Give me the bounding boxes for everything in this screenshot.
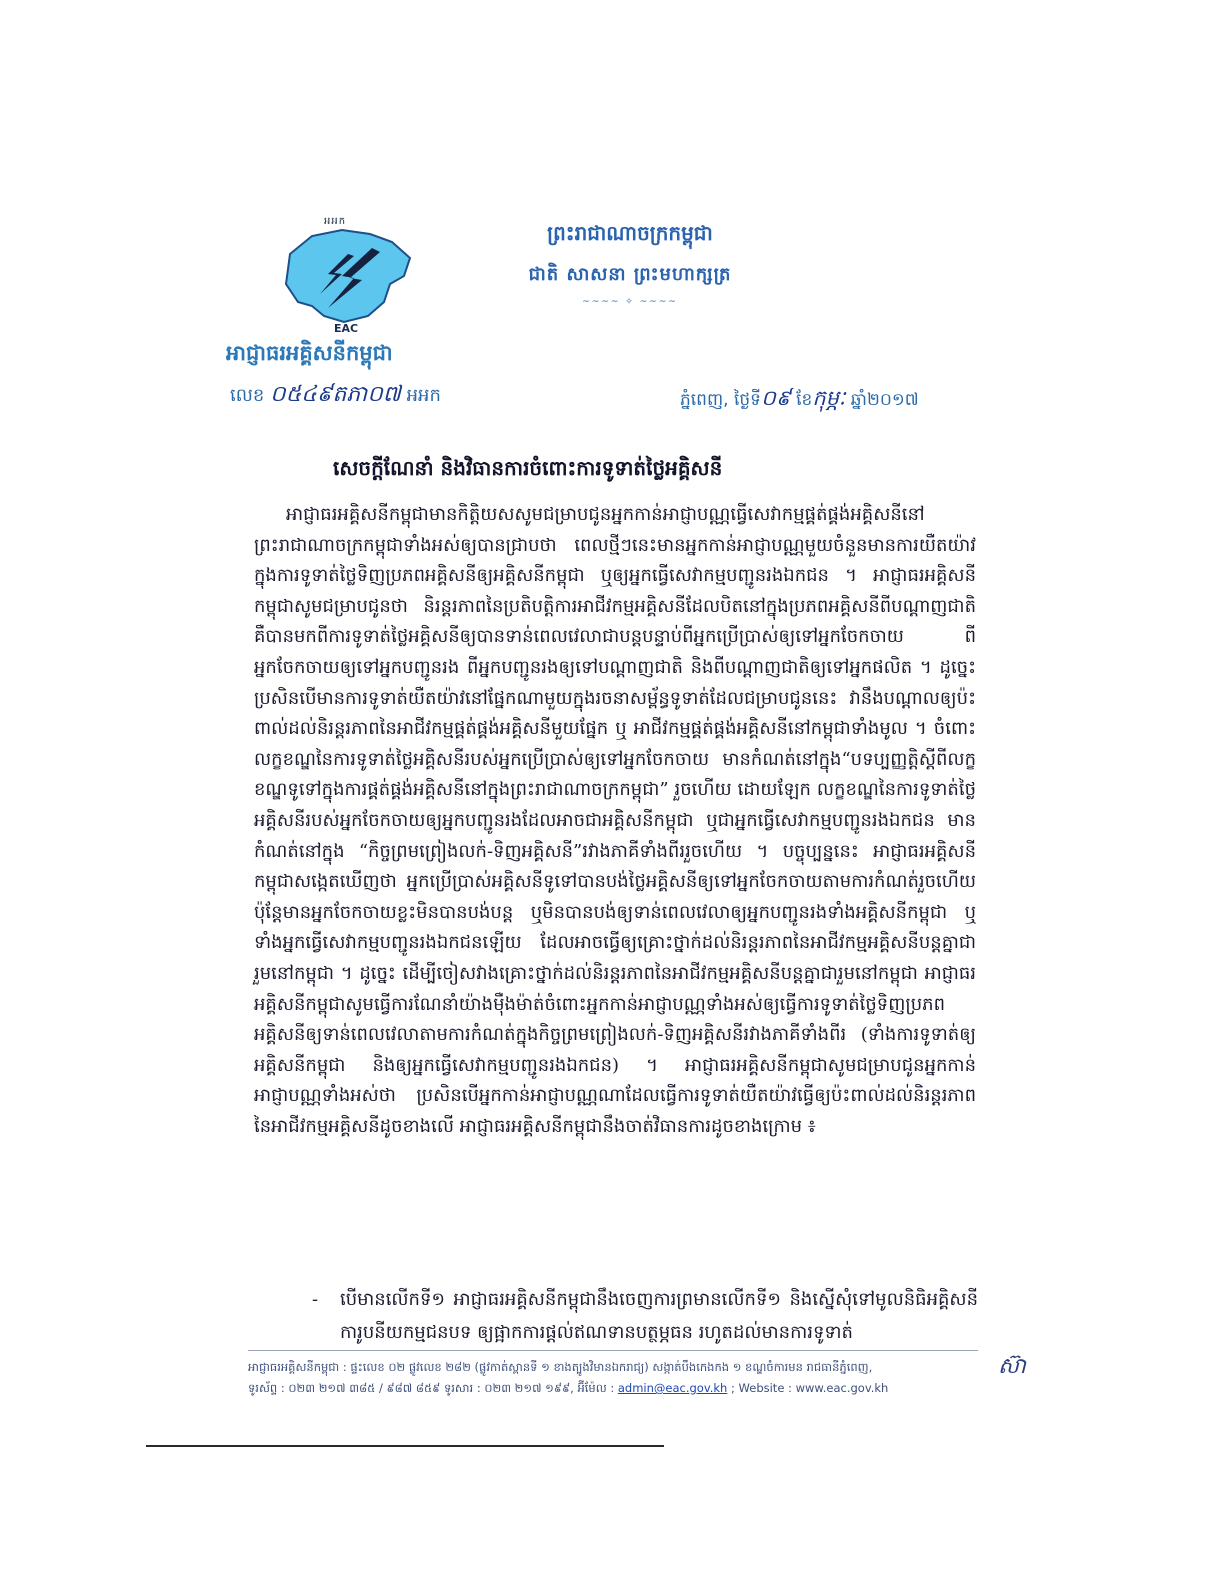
logo-caption: EAC xyxy=(334,322,359,335)
footer-contact-line xyxy=(248,1378,978,1399)
date-line xyxy=(680,385,919,416)
eac-map-lightning-icon xyxy=(272,224,422,334)
body-paragraph xyxy=(254,500,976,1142)
footer-divider xyxy=(248,1350,978,1351)
footer-address: អាជ្ញាធរអគ្គិសនីកម្ពុជា : ផ្ទះលេខ ០២ ផ្លូវលេខ ២៨២ (ផ្លូវកាត់ស្ពានទី ១ ខាងត្បូងវិមានឯករាជ្យ) សង្កាត់បឹងកេងកង ១ ខណ្ឌចំការមន រាជធានីភ្នំពេញ, xyxy=(248,1360,873,1374)
footer-contact xyxy=(248,1357,978,1399)
reference-number xyxy=(230,380,441,412)
ornament-divider: ~~~~ ✧ ~~~~ xyxy=(582,297,678,307)
date-year: ឆ្នាំ២០១៧ xyxy=(850,390,919,410)
logo-top-mark: អអក xyxy=(324,216,347,227)
kingdom-title: ព្រះរាជាណាចក្រកម្ពុជា xyxy=(547,221,713,245)
handwritten-initials: ស៊ា xyxy=(998,1354,1026,1379)
bullet-dash: - xyxy=(312,1289,319,1310)
kingdom-motto: ជាតិ សាសនា ព្រះមហាក្សត្រ xyxy=(528,264,732,285)
ref-prefix: លេខ xyxy=(230,385,265,406)
kingdom-header xyxy=(480,220,780,307)
footer-phone: ទូរស័ព្ទ : ០២៣ ២១៧ ៣៨៥ / ៩៨៧ ៨៥៩ ទូរសារ : ០២៣ ២១៧ ១៩៩, អ៊ីម៉ែល : xyxy=(248,1381,615,1395)
date-day-prefix: ថ្ងៃទី xyxy=(733,390,761,410)
bullet-item xyxy=(312,1283,978,1349)
date-day: ០៩ xyxy=(760,386,791,410)
footer-email-link[interactable]: admin@eac.gov.kh xyxy=(617,1381,728,1395)
ref-number-handwritten: ០៥៤៩តភា០៧ xyxy=(270,382,401,407)
body-text: អាជ្ញាធរអគ្គិសនីកម្ពុជាមានកិត្តិយសសូមជម្រាបជូនអ្នកកាន់អាជ្ញាបណ្ណធ្វើសេវាកម្មផ្គត់ផ្គង់អគ្គិសនីនៅព្រះរាជាណាចក្រកម្ពុជាទាំងអស់ឲ្យបានជ្រាបថា ពេលថ្មីៗនេះមានអ្នកកាន់អាជ្ញាបណ្ណមួយចំនួនមានការយឺតយ៉ាវក្នុងការទូទាត់ថ្លៃទិញប្រភពអគ្គិសនីឲ្យអគ្គិសនីកម្ពុជា ឬឲ្យអ្នកធ្វើសេវាកម្មបញ្ជូនរងឯកជន ។ អាជ្ញាធរអគ្គិសនីកម្ពុជាសូមជម្រាបជូនថា និរន្តរភាពនៃប្រតិបត្តិការអាជីវកម្មអគ្គិសនីដែលបិតនៅក្នុងប្រភពអគ្គិសនីពីបណ្តាញជាតិ គឺបានមកពីការទូទាត់ថ្លៃអគ្គិសនីឲ្យបានទាន់ពេលវេលាជាបន្តបន្ទាប់ពីអ្នកប្រើប្រាស់ឲ្យទៅអ្នកចែកចាយ ពីអ្នកចែកចាយឲ្យទៅអ្នកបញ្ជូនរង ពីអ្នកបញ្ជូនរងឲ្យទៅបណ្តាញជាតិ និងពីបណ្តាញជាតិឲ្យទៅអ្នកផលិត ។ ដូច្នេះ ប្រសិនបើមានការទូទាត់យឺតយ៉ាវនៅផ្នែកណាមួយក្នុងរចនាសម្ព័ន្ធទូទាត់ដែលជម្រាបជូននេះ វានឹងបណ្តាលឲ្យប៉ះពាល់ដល់និរន្តរភាពនៃអាជីវកម្មផ្គត់ផ្គង់អគ្គិសនីមួយផ្នែក ឬ អាជីវកម្មផ្គត់ផ្គង់អគ្គិសនីនៅកម្ពុជាទាំងមូល ។ ចំពោះលក្ខខណ្ឌនៃការទូទាត់ថ្លៃអគ្គិសនីរបស់អ្នកប្រើប្រាស់ឲ្យទៅអ្នកចែកចាយ មានកំណត់នៅក្នុង“បទប្បញ្ញត្តិស្តីពីលក្ខខណ្ឌទូទៅក្នុងការផ្គត់ផ្គង់អគ្គិសនីនៅក្នុងព្រះរាជាណាចក្រកម្ពុជា” រួចហើយ ដោយឡែក លក្ខខណ្ឌនៃការទូទាត់ថ្លៃអគ្គិសនីរបស់អ្នកចែកចាយឲ្យអ្នកបញ្ជូនរងដែលអាចជាអគ្គិសនីកម្ពុជា ឬជាអ្នកធ្វើសេវាកម្មបញ្ជូនរងឯកជន មានកំណត់នៅក្នុង “កិច្ចព្រមព្រៀងលក់-ទិញអគ្គិសនី”រវាងភាគីទាំងពីររួចហើយ ។ បច្ចុប្បន្ននេះ អាជ្ញាធរអគ្គិសនីកម្ពុជាសង្កេតឃើញថា អ្នកប្រើប្រាស់អគ្គិសនីទូទៅបានបង់ថ្លៃអគ្គិសនីឲ្យទៅអ្នកចែកចាយតាមការកំណត់រួចហើយ ប៉ុន្តែមានអ្នកចែកចាយខ្លះមិនបានបង់បន្ត ឬមិនបានបង់ឲ្យទាន់ពេលវេលាឲ្យអ្នកបញ្ជូនរងទាំងអគ្គិសនីកម្ពុជា ឬទាំងអ្នកធ្វើសេវាកម្មបញ្ជូនរងឯកជនឡើយ ដែលអាចធ្វើឲ្យគ្រោះថ្នាក់ដល់និរន្តរភាពនៃអាជីវកម្មអគ្គិសនីបន្តគ្នាជារួមនៅកម្ពុជា ។ ដូច្នេះ ដើម្បីចៀសវាងគ្រោះថ្នាក់ដល់និរន្តរភាពនៃអាជីវកម្មអគ្គិសនីបន្តគ្នាជារួមនៅកម្ពុជា អាជ្ញាធរអគ្គិសនីកម្ពុជាសូមធ្វើការណែនាំយ៉ាងម៉ឺងម៉ាត់ចំពោះអ្នកកាន់អាជ្ញាបណ្ណទាំងអស់ឲ្យធ្វើការទូទាត់ថ្លៃទិញប្រភពអគ្គិសនីឲ្យទាន់ពេលវេលាតាមការកំណត់ក្នុងកិច្ចព្រមព្រៀងលក់-ទិញអគ្គិសនីរវាងភាគីទាំងពីរ (ទាំងការទូទាត់ឲ្យអគ្គិសនីកម្ពុជា និងឲ្យអ្នកធ្វើសេវាកម្មបញ្ជូនរងឯកជន) ។ អាជ្ញាធរអគ្គិសនីកម្ពុជាសូមជម្រាបជូនអ្នកកាន់អាជ្ញាបណ្ណទាំងអស់ថា ប្រសិនបើអ្នកកាន់អាជ្ញាបណ្ណណាដែលធ្វើការទូទាត់យឺតយ៉ាវធ្វើឲ្យប៉ះពាល់ដល់និរន្តរភាពនៃអាជីវកម្មអគ្គិសនីដូចខាងលើ អាជ្ញាធរអគ្គិសនីកម្ពុជានឹងចាត់វិធានការដូចខាងក្រោម ៖ xyxy=(254,504,976,1137)
date-month: កុម្ភៈ xyxy=(812,386,846,410)
footer-website: ; Website : www.eac.gov.kh xyxy=(731,1381,889,1395)
agency-name: អាជ្ញាធរអគ្គិសនីកម្ពុជា xyxy=(226,341,393,365)
ref-suffix: អអក xyxy=(406,385,441,406)
date-place: ភ្នំពេញ, xyxy=(680,390,729,410)
date-month-prefix: ខែ xyxy=(796,390,813,410)
document-title: សេចក្តីណែនាំ និងវិធានការចំពោះការទូទាត់ថ្លៃអគ្គិសនី xyxy=(333,456,723,480)
bottom-line xyxy=(146,1445,664,1447)
bullet-text: បើមានលើកទី១ អាជ្ញាធរអគ្គិសនីកម្ពុជានឹងចេញការព្រមានលើកទី១ និងស្នើសុំទៅមូលនិធិអគ្គិសនីការូបនីយកម្មជនបទ ឲ្យផ្អាកការផ្តល់ឥណទានបត្ថម្ភធន រហូតដល់មានការទូទាត់ xyxy=(340,1289,978,1343)
